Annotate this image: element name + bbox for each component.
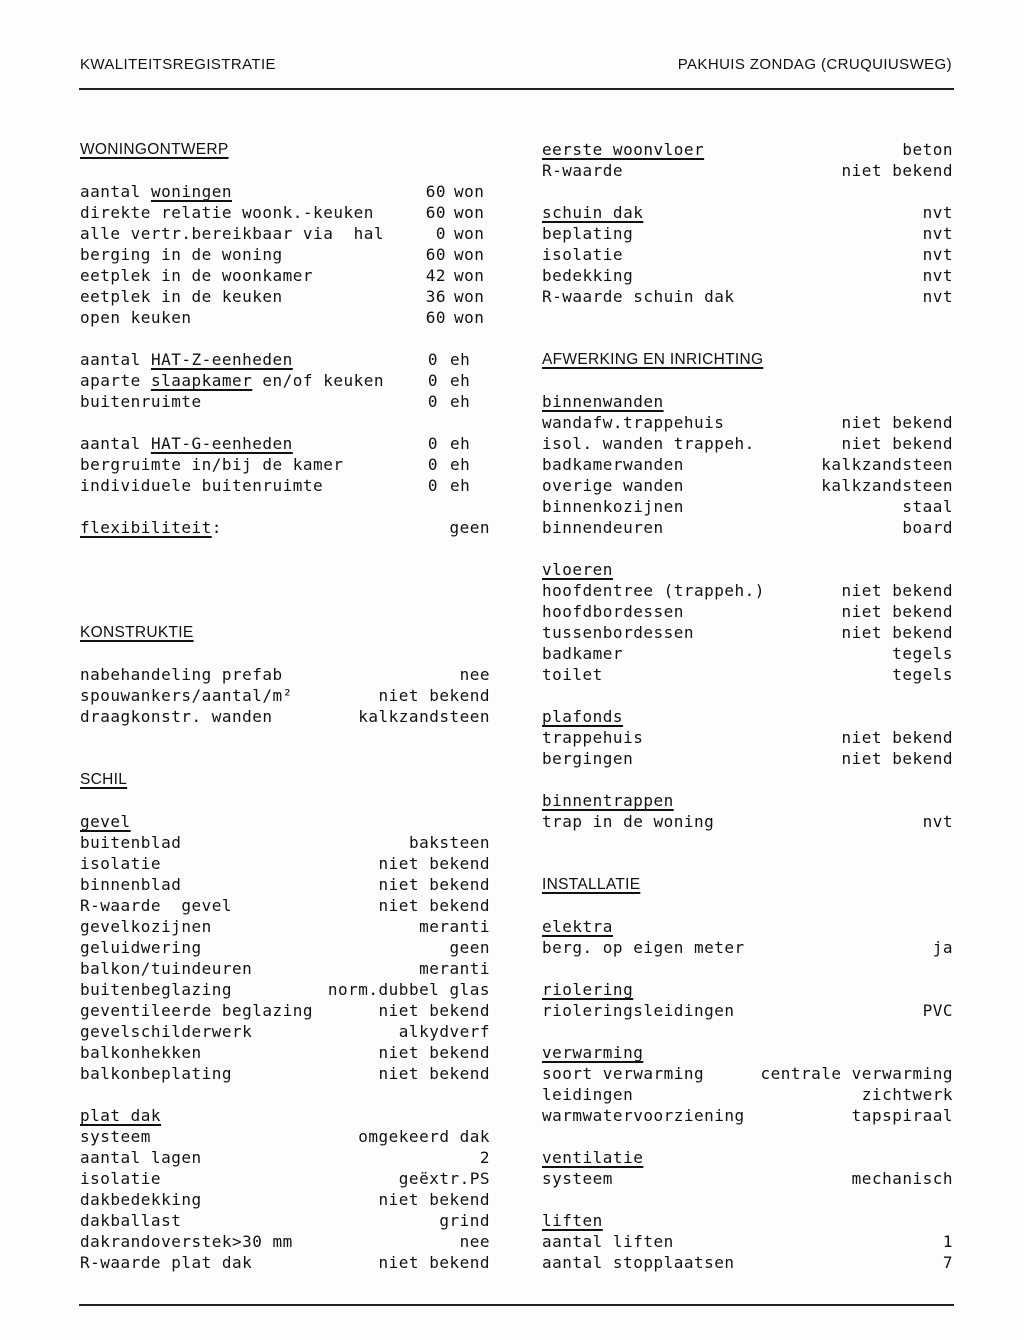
- row-value: nee: [459, 1232, 490, 1251]
- top-rule: [79, 88, 954, 90]
- row-draagkonstr: draagkonstr. wanden kalkzandsteen: [80, 707, 490, 726]
- row-direkte-relatie: direkte relatie woonk.-keuken 60 won: [80, 203, 485, 222]
- row-flexibiliteit: flexibiliteit: geen: [80, 518, 490, 537]
- table-row: [80, 1252, 490, 1273]
- table-row: [80, 979, 490, 1000]
- table-row: [80, 1042, 490, 1063]
- table-row: [542, 244, 953, 265]
- row-z-buitenruimte: buitenruimte 0 eh: [80, 392, 471, 411]
- header-right: PAKHUIS ZONDAG (CRUQUIUSWEG): [677, 56, 952, 73]
- table-row: [542, 286, 953, 307]
- sub-elektra: elektra: [542, 917, 613, 936]
- row-label: dakbedekking: [80, 1190, 202, 1209]
- row-label: bedekking: [542, 266, 634, 285]
- table-row: [542, 643, 953, 664]
- table-row: [80, 1063, 490, 1084]
- row-value: baksteen: [408, 833, 490, 852]
- row-value: omgekeerd dak: [358, 1127, 490, 1146]
- row-label: isol. wanden trappeh.: [542, 434, 755, 453]
- table-row: [80, 1210, 490, 1231]
- row-value: zichtwerk: [861, 1085, 953, 1104]
- row-label: isolatie: [80, 1169, 162, 1188]
- row-value: centrale verwarming: [760, 1064, 953, 1083]
- row-berging: berging in de woning 60 won: [80, 245, 485, 264]
- row-bergruimte: bergruimte in/bij de kamer 0 eh: [80, 455, 471, 474]
- row-label: warmwatervoorziening: [542, 1106, 745, 1125]
- row-value: niet bekend: [378, 1001, 490, 1020]
- table-row: [80, 895, 490, 916]
- row-label: buitenblad: [80, 833, 182, 852]
- row-label: aantal liften: [542, 1232, 674, 1251]
- table-row: [80, 1231, 490, 1252]
- row-value: tegels: [892, 665, 953, 684]
- row-label: buitenbeglazing: [80, 980, 232, 999]
- sub-binnenwanden: binnenwanden: [542, 392, 664, 411]
- sub-verwarming: verwarming: [542, 1043, 644, 1062]
- sub-liften: liften: [542, 1211, 603, 1230]
- row-label: badkamer: [542, 644, 624, 663]
- plafonds-list: [542, 727, 953, 769]
- row-value: mechanisch: [851, 1169, 953, 1188]
- row-label: balkonhekken: [80, 1043, 202, 1062]
- section-schil: SCHIL: [80, 771, 128, 788]
- table-row: [542, 727, 953, 748]
- row-eetplek-woonkamer: eetplek in de woonkamer 42 won: [80, 266, 485, 285]
- row-eerste-woonvloer: eerste woonvloer beton: [542, 140, 953, 159]
- sub-gevel: gevel: [80, 812, 131, 831]
- row-nabehandeling: nabehandeling prefab nee: [80, 665, 490, 684]
- sub-ventilatie: ventilatie: [542, 1148, 644, 1167]
- vloeren-list: [542, 580, 953, 685]
- row-value: niet bekend: [378, 1190, 490, 1209]
- row-label: gevelkozijnen: [80, 917, 212, 936]
- row-label: systeem: [80, 1127, 151, 1146]
- row-label: berg. op eigen meter: [542, 938, 745, 957]
- row-label: R-waarde gevel: [80, 896, 232, 915]
- row-label: R-waarde schuin dak: [542, 287, 735, 306]
- row-value: meranti: [419, 959, 490, 978]
- row-label: leidingen: [542, 1085, 634, 1104]
- table-row: [80, 1000, 490, 1021]
- sub-binnentrappen: binnentrappen: [542, 791, 674, 810]
- row-label: tussenbordessen: [542, 623, 694, 642]
- sub-vloeren: vloeren: [542, 560, 613, 579]
- row-label: dakrandoverstek>30 mm: [80, 1232, 293, 1251]
- row-value: tapspiraal: [851, 1106, 953, 1125]
- section-konstruktie: KONSTRUKTIE: [80, 624, 194, 641]
- row-value: nvt: [922, 224, 953, 243]
- row-open-keuken: open keuken 60 won: [80, 308, 485, 327]
- row-label: soort verwarming: [542, 1064, 705, 1083]
- section-woningontwerp: WONINGONTWERP: [80, 141, 229, 158]
- table-row: [542, 412, 953, 433]
- table-row: [80, 1168, 490, 1189]
- row-value: nvt: [922, 266, 953, 285]
- table-row: [542, 1000, 953, 1021]
- liften-list: [542, 1231, 953, 1273]
- row-individuele-buitenruimte: individuele buitenruimte 0 eh: [80, 476, 471, 495]
- row-label: rioleringsleidingen: [542, 1001, 735, 1020]
- row-value: nvt: [922, 287, 953, 306]
- row-label: isolatie: [80, 854, 162, 873]
- table-row: [542, 1231, 953, 1252]
- row-label: binnenblad: [80, 875, 182, 894]
- ventilatie-list: [542, 1168, 953, 1189]
- row-value: niet bekend: [841, 749, 953, 768]
- row-value: niet bekend: [378, 854, 490, 873]
- row-value: niet bekend: [841, 623, 953, 642]
- table-row: [542, 1252, 953, 1273]
- row-label: aantal lagen: [80, 1148, 202, 1167]
- table-row: [80, 958, 490, 979]
- row-label: trappehuis: [542, 728, 644, 747]
- schuindak-list: [542, 223, 953, 307]
- row-label: balkon/tuindeuren: [80, 959, 253, 978]
- row-value: staal: [902, 497, 953, 516]
- row-hat-g: aantal HAT-G-eenheden 0 eh: [80, 434, 471, 453]
- row-label: balkonbeplating: [80, 1064, 232, 1083]
- row-value: ja: [932, 938, 953, 957]
- row-label: hoofdentree (trappeh.): [542, 581, 765, 600]
- row-value: PVC: [922, 1001, 953, 1020]
- table-row: [80, 832, 490, 853]
- platdak-list: [80, 1126, 490, 1273]
- row-label: wandafw.trappehuis: [542, 413, 725, 432]
- row-value: 7: [942, 1253, 953, 1272]
- table-row: [542, 601, 953, 622]
- row-value: grind: [439, 1211, 490, 1230]
- row-aantal-woningen: aantal woningen 60 won: [80, 182, 485, 201]
- row-value: kalkzandsteen: [821, 476, 953, 495]
- row-spouwankers: spouwankers/aantal/m² niet bekend: [80, 686, 490, 705]
- row-value: 2: [479, 1148, 490, 1167]
- table-row: [542, 1084, 953, 1105]
- table-row: [542, 265, 953, 286]
- table-row: [542, 433, 953, 454]
- table-row: [542, 454, 953, 475]
- table-row: [542, 580, 953, 601]
- row-label: beplating: [542, 224, 634, 243]
- row-label: dakballast: [80, 1211, 182, 1230]
- header-left: KWALITEITSREGISTRATIE: [80, 56, 276, 73]
- row-value: 1: [942, 1232, 953, 1251]
- table-row: [80, 874, 490, 895]
- row-value: nvt: [922, 812, 953, 831]
- row-value: niet bekend: [378, 1064, 490, 1083]
- right-column: [542, 139, 953, 1273]
- row-label: geventileerde beglazing: [80, 1001, 314, 1020]
- row-value: board: [902, 518, 953, 537]
- sub-plafonds: plafonds: [542, 707, 624, 726]
- table-row: [80, 1021, 490, 1042]
- row-label: isolatie: [542, 245, 624, 264]
- row-aparte-slaapkamer: aparte slaapkamer en/of keuken 0 eh: [80, 371, 471, 390]
- row-value: geen: [449, 938, 490, 957]
- row-value: niet bekend: [841, 413, 953, 432]
- row-label: geluidwering: [80, 938, 202, 957]
- row-eetplek-keuken: eetplek in de keuken 36 won: [80, 287, 485, 306]
- binnenwanden-list: [542, 412, 953, 538]
- row-label: aantal stopplaatsen: [542, 1253, 735, 1272]
- row-woonvloer-rwaarde: R-waarde niet bekend: [542, 161, 953, 180]
- elektra-list: [542, 937, 953, 958]
- row-label: badkamerwanden: [542, 455, 684, 474]
- table-row: [542, 517, 953, 538]
- table-row: [542, 937, 953, 958]
- row-value: geëxtr.PS: [398, 1169, 490, 1188]
- table-row: [542, 1168, 953, 1189]
- row-label: toilet: [542, 665, 603, 684]
- row-vertr-bereikbaar: alle vertr.bereikbaar via hal 0 won: [80, 224, 485, 243]
- table-row: [542, 622, 953, 643]
- row-value: niet bekend: [841, 581, 953, 600]
- row-label: overige wanden: [542, 476, 684, 495]
- row-value: tegels: [892, 644, 953, 663]
- row-label: gevelschilderwerk: [80, 1022, 253, 1041]
- table-row: [542, 1105, 953, 1126]
- table-row: [542, 496, 953, 517]
- binnentrappen-list: [542, 811, 953, 832]
- gevel-list: [80, 832, 490, 1084]
- row-value: meranti: [419, 917, 490, 936]
- table-row: [542, 475, 953, 496]
- table-row: [80, 1147, 490, 1168]
- row-value: nvt: [922, 245, 953, 264]
- section-afwerking: AFWERKING EN INRICHTING: [542, 351, 764, 368]
- riolering-list: [542, 1000, 953, 1021]
- row-value: alkydverf: [398, 1022, 490, 1041]
- sub-plat-dak: plat dak: [80, 1106, 162, 1125]
- row-label: systeem: [542, 1169, 613, 1188]
- row-label: bergingen: [542, 749, 634, 768]
- row-label: binnendeuren: [542, 518, 664, 537]
- row-value: niet bekend: [841, 434, 953, 453]
- row-value: kalkzandsteen: [821, 455, 953, 474]
- table-row: [542, 664, 953, 685]
- row-schuin-dak: schuin dak nvt: [542, 203, 953, 222]
- table-row: [542, 223, 953, 244]
- table-row: [542, 748, 953, 769]
- row-value: niet bekend: [378, 896, 490, 915]
- row-value: niet bekend: [841, 728, 953, 747]
- left-column: [80, 139, 490, 1273]
- table-row: [80, 853, 490, 874]
- row-label: trap in de woning: [542, 812, 715, 831]
- section-installatie: INSTALLATIE: [542, 876, 641, 893]
- table-row: [80, 1126, 490, 1147]
- row-value: niet bekend: [378, 875, 490, 894]
- sub-riolering: riolering: [542, 980, 634, 999]
- table-row: [80, 1189, 490, 1210]
- row-label: hoofdbordessen: [542, 602, 684, 621]
- row-value: niet bekend: [378, 1253, 490, 1272]
- bottom-rule: [79, 1304, 954, 1306]
- verwarming-list: [542, 1063, 953, 1126]
- row-label: binnenkozijnen: [542, 497, 684, 516]
- table-row: [542, 811, 953, 832]
- table-row: [80, 916, 490, 937]
- row-hat-z: aantal HAT-Z-eenheden 0 eh: [80, 350, 471, 369]
- row-label: R-waarde plat dak: [80, 1253, 253, 1272]
- table-row: [80, 937, 490, 958]
- row-value: norm.dubbel glas: [327, 980, 490, 999]
- table-row: [542, 1063, 953, 1084]
- row-value: niet bekend: [378, 1043, 490, 1062]
- row-value: niet bekend: [841, 602, 953, 621]
